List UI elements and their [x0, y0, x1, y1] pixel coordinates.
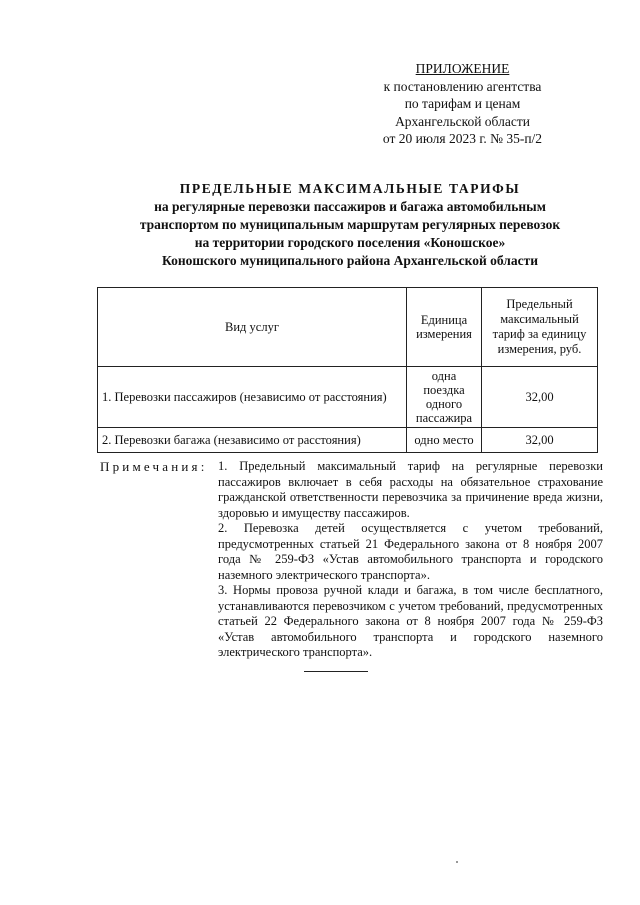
appendix-line: к постановлению агентства — [383, 78, 542, 94]
appendix-line: Архангельской области — [395, 113, 530, 129]
appendix-block — [360, 60, 565, 148]
heading-line: Коношского муниципального района Архангельской области — [161, 253, 538, 268]
table-row — [98, 428, 598, 453]
column-header-unit: Единица измерения — [407, 288, 482, 367]
row-tariff: 32,00 — [482, 367, 598, 428]
row-service: 2. Перевозки багажа (независимо от расстояния) — [98, 428, 407, 453]
heading-line: транспортом по муниципальным маршрутам регулярных перевозок — [139, 217, 561, 232]
notes-list — [218, 459, 603, 661]
heading-line: на регулярные перевозки пассажиров и багажа автомобильным — [154, 199, 546, 214]
closing-divider — [304, 671, 368, 672]
column-header-service: Вид услуг — [98, 288, 407, 367]
row-unit: одно место — [407, 428, 482, 453]
note-item: 1. Предельный максимальный тариф на регулярные перевозки пассажиров включает в себя расходы на обязательное страхование гражданской ответственности перевозчика за причинение вреда жизни, здоровью и имуществу пассажиров. — [218, 459, 603, 520]
appendix-line: по тарифам и ценам — [404, 96, 521, 111]
row-unit: одна поездка одного пассажира — [407, 367, 482, 428]
page-title: ПРЕДЕЛЬНЫЕ МАКСИМАЛЬНЫЕ ТАРИФЫ — [179, 181, 521, 196]
appendix-title: ПРИЛОЖЕНИЕ — [415, 61, 510, 76]
document-heading — [95, 180, 605, 270]
heading-line: на территории городского поселения «Коношское» — [194, 235, 506, 250]
note-item: 3. Нормы провоза ручной клади и багажа, в том числе бесплатного, устанавливаются перевозчиком с учетом требований, предусмотренных статьей 22 Федерального закона от 8 ноября 2007 года № 259-ФЗ «Устав автомобильного транспорта и городского наземного электрического транспорта». — [218, 583, 603, 659]
table-header-row — [98, 288, 598, 367]
table-row — [98, 367, 598, 428]
page-speck — [456, 861, 458, 863]
notes-label: Примечания: — [100, 459, 208, 474]
row-service: 1. Перевозки пассажиров (независимо от расстояния) — [98, 367, 407, 428]
column-header-tariff: Предельный максимальный тариф за единицу измерения, руб. — [482, 288, 598, 367]
tariff-table — [97, 287, 598, 453]
row-tariff: 32,00 — [482, 428, 598, 453]
appendix-date-line: от 20 июля 2023 г. № 35-п/2 — [382, 131, 543, 146]
note-item: 2. Перевозка детей осуществляется с учетом требований, предусмотренных статьей 21 Федерального закона от 8 ноября 2007 года № 259-ФЗ «Устав автомобильного транспорта и городского наземного электрического транспорта». — [218, 521, 603, 582]
